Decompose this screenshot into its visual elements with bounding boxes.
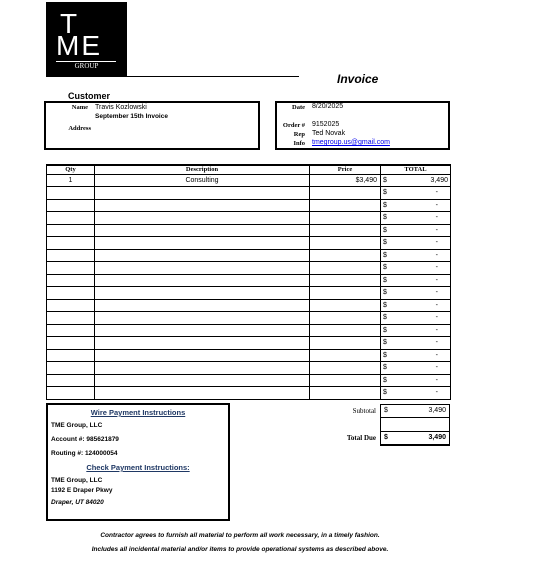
table-row <box>47 337 451 350</box>
subtotal-label: Subtotal <box>352 407 376 415</box>
table-row <box>47 224 451 237</box>
total-cell <box>381 337 451 350</box>
info-label: Info <box>293 140 305 147</box>
qty-cell <box>47 224 95 237</box>
description-cell: Consulting <box>95 174 310 187</box>
price-cell <box>310 274 381 287</box>
qty-cell <box>47 199 95 212</box>
total-cell <box>381 212 451 225</box>
account-number: Account #: 985621879 <box>51 436 119 443</box>
total-cell <box>381 312 451 325</box>
table-row <box>47 262 451 275</box>
qty-cell <box>47 212 95 225</box>
price-cell <box>310 199 381 212</box>
footer-line-2: Includes all incidental material and/or items to provide operational systems as described above. <box>91 546 389 553</box>
description-cell <box>95 287 310 300</box>
price-cell <box>310 337 381 350</box>
customer-heading: Customer <box>68 91 111 101</box>
price-cell <box>310 262 381 275</box>
currency-symbol: $ <box>383 376 387 384</box>
wire-company: TME Group, LLC <box>51 422 103 429</box>
rep-name: Ted Novak <box>312 130 346 137</box>
line-total: 3,490 <box>430 176 448 184</box>
check-heading: Check Payment Instructions: <box>86 463 190 472</box>
qty-cell <box>47 237 95 250</box>
line-total: - <box>435 264 438 272</box>
line-total: - <box>435 314 438 322</box>
qty-cell <box>47 337 95 350</box>
price-cell <box>310 374 381 387</box>
description-cell <box>95 337 310 350</box>
total-cell <box>381 199 451 212</box>
line-total: - <box>435 339 438 347</box>
price-cell <box>310 362 381 375</box>
qty-cell <box>47 387 95 400</box>
table-row <box>47 249 451 262</box>
price-cell <box>310 249 381 262</box>
check-company: TME Group, LLC <box>51 477 103 484</box>
subtotal-value: 3,490 <box>428 407 446 414</box>
total-cell <box>381 374 451 387</box>
line-total: - <box>435 301 438 309</box>
description-cell <box>95 262 310 275</box>
line-total: - <box>435 239 438 247</box>
currency-symbol: $ <box>383 189 387 197</box>
logo-group-text: GROUP <box>74 62 99 70</box>
table-row <box>47 212 451 225</box>
line-total: - <box>435 376 438 384</box>
qty-cell <box>47 299 95 312</box>
total-cell <box>381 262 451 275</box>
total-cell <box>381 237 451 250</box>
price-cell <box>310 237 381 250</box>
total-cell <box>381 249 451 262</box>
currency-symbol: $ <box>383 239 387 247</box>
price-cell <box>310 224 381 237</box>
customer-box <box>44 101 260 150</box>
invoice-title: Invoice <box>337 72 379 86</box>
logo-letters-me: ME <box>56 30 102 61</box>
total-cell <box>381 349 451 362</box>
line-total: - <box>435 389 438 397</box>
price-cell <box>310 299 381 312</box>
info-email-link[interactable]: tmegroup.us@gmail.com <box>312 139 390 146</box>
company-logo <box>46 2 127 76</box>
price-cell <box>310 187 381 200</box>
header-price: Price <box>310 165 381 174</box>
table-row <box>47 274 451 287</box>
total-cell <box>381 274 451 287</box>
currency-symbol: $ <box>383 226 387 234</box>
price-cell <box>310 212 381 225</box>
line-total: - <box>435 351 438 359</box>
name-label: Name <box>71 104 88 111</box>
line-total: - <box>435 214 438 222</box>
description-cell <box>95 349 310 362</box>
total-cell <box>381 387 451 400</box>
order-number: 9152025 <box>312 121 340 128</box>
qty-cell <box>47 312 95 325</box>
invoice-subtitle: September 15th Invoice <box>95 113 168 120</box>
table-row <box>47 362 451 375</box>
currency-symbol: $ <box>383 276 387 284</box>
table-row <box>47 387 451 400</box>
line-total: - <box>435 251 438 259</box>
description-cell <box>95 374 310 387</box>
currency-symbol: $ <box>383 214 387 222</box>
table-row <box>47 299 451 312</box>
currency-symbol: $ <box>383 301 387 309</box>
line-items-table <box>46 164 450 400</box>
price-cell <box>310 324 381 337</box>
table-row <box>47 199 451 212</box>
description-cell <box>95 274 310 287</box>
qty-cell <box>47 362 95 375</box>
table-header-row <box>47 165 451 174</box>
table-row <box>47 312 451 325</box>
check-street: 1192 E Draper Pkwy <box>51 487 113 494</box>
order-number-label: Order # <box>282 122 305 129</box>
currency-symbol: $ <box>383 339 387 347</box>
total-due-value: 3,490 <box>428 434 446 441</box>
subtotal-currency: $ <box>384 407 388 414</box>
table-row <box>47 374 451 387</box>
line-total: - <box>435 289 438 297</box>
description-cell <box>95 324 310 337</box>
line-total: - <box>435 189 438 197</box>
total-cell <box>381 362 451 375</box>
currency-symbol: $ <box>383 326 387 334</box>
line-total: - <box>435 364 438 372</box>
line-total: - <box>435 326 438 334</box>
header-rule <box>46 76 299 77</box>
description-cell <box>95 312 310 325</box>
qty-cell <box>47 187 95 200</box>
line-total: - <box>435 276 438 284</box>
total-due-currency: $ <box>384 434 388 441</box>
rep-label: Rep <box>293 131 305 138</box>
total-cell <box>381 224 451 237</box>
currency-symbol: $ <box>383 176 387 184</box>
price-cell <box>310 312 381 325</box>
wire-heading: Wire Payment Instructions <box>90 408 186 417</box>
summary-spacer <box>380 418 450 431</box>
table-row <box>47 174 451 187</box>
description-cell <box>95 187 310 200</box>
total-cell <box>381 187 451 200</box>
price-cell: $3,490 <box>310 174 381 187</box>
description-cell <box>95 237 310 250</box>
qty-cell <box>47 287 95 300</box>
date-label: Date <box>292 104 305 111</box>
header-total: TOTAL <box>381 165 451 174</box>
price-cell <box>310 287 381 300</box>
qty-cell <box>47 262 95 275</box>
payment-instructions-box <box>46 403 230 521</box>
qty-cell <box>47 274 95 287</box>
description-cell <box>95 362 310 375</box>
description-cell <box>95 249 310 262</box>
qty-cell <box>47 374 95 387</box>
table-row <box>47 187 451 200</box>
address-label: Address <box>68 125 91 132</box>
currency-symbol: $ <box>383 251 387 259</box>
line-total: - <box>435 201 438 209</box>
total-cell <box>381 174 451 187</box>
currency-symbol: $ <box>383 264 387 272</box>
qty-cell <box>47 324 95 337</box>
total-due-label: Total Due <box>346 434 376 442</box>
description-cell <box>95 299 310 312</box>
footer-line-1: Contractor agrees to furnish all material to perform all work necessary, in a timely fashion. <box>100 532 380 539</box>
total-cell <box>381 287 451 300</box>
currency-symbol: $ <box>383 289 387 297</box>
table-row <box>47 324 451 337</box>
description-cell <box>95 212 310 225</box>
qty-cell <box>47 349 95 362</box>
invoice-date: 8/20/2025 <box>312 103 344 110</box>
qty-cell: 1 <box>47 174 95 187</box>
description-cell <box>95 199 310 212</box>
header-qty: Qty <box>47 165 95 174</box>
table-row <box>47 237 451 250</box>
logo-letter-t: T <box>60 8 96 39</box>
subtotal-cell <box>380 404 450 418</box>
check-city: Draper, UT 84020 <box>51 499 104 506</box>
price-cell <box>310 387 381 400</box>
description-cell <box>95 387 310 400</box>
currency-symbol: $ <box>383 364 387 372</box>
table-row <box>47 349 451 362</box>
total-cell <box>381 324 451 337</box>
total-due-cell <box>380 431 450 446</box>
routing-number: Routing #: 124000054 <box>51 450 118 457</box>
customer-name: Travis Kozlowski <box>95 104 147 111</box>
currency-symbol: $ <box>383 314 387 322</box>
qty-cell <box>47 249 95 262</box>
table-row <box>47 287 451 300</box>
currency-symbol: $ <box>383 389 387 397</box>
order-info-box <box>275 101 450 150</box>
header-description: Description <box>95 165 310 174</box>
currency-symbol: $ <box>383 351 387 359</box>
total-cell <box>381 299 451 312</box>
price-cell <box>310 349 381 362</box>
line-total: - <box>435 226 438 234</box>
description-cell <box>95 224 310 237</box>
currency-symbol: $ <box>383 201 387 209</box>
